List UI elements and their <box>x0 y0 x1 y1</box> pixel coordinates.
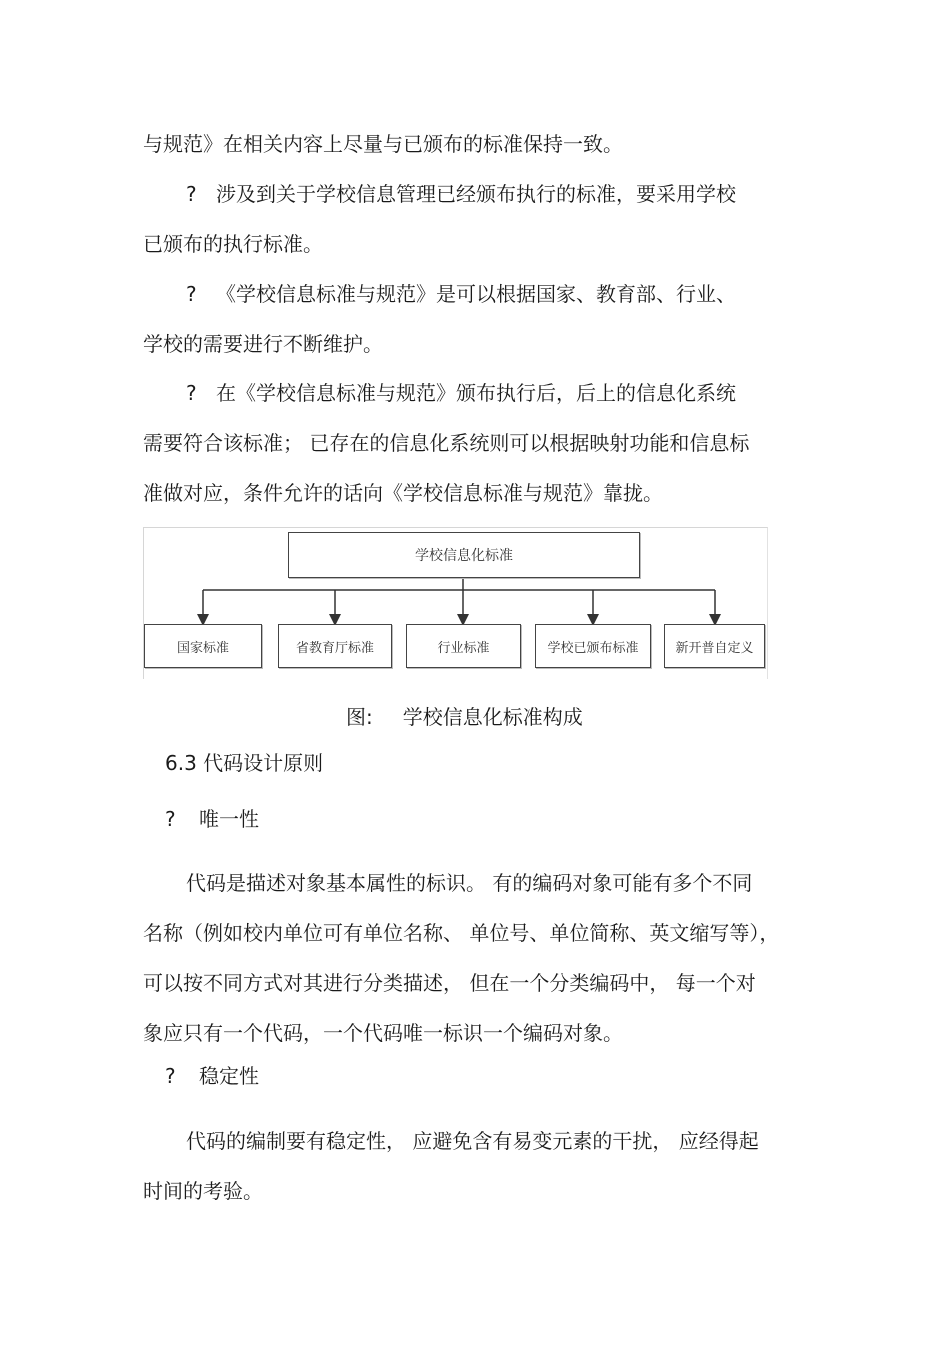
paragraph-line: 准做对应，条件允许的话向《学校信息标准与规范》靠拢。 <box>143 481 663 505</box>
paragraph-line: 代码的编制要有稳定性， 应避免含有易变元素的干扰， 应经得起 <box>186 1129 759 1153</box>
bullet-text: 在《学校信息标准与规范》颁布执行后，后上的信息化系统 <box>216 381 736 405</box>
diagram-child-box: 行业标准 <box>406 624 521 668</box>
paragraph-line: 与规范》在相关内容上尽量与已颁布的标准保持一致。 <box>143 132 623 156</box>
bullet-mark: ? <box>186 381 197 405</box>
paragraph-line: 学校的需要进行不断维护。 <box>143 332 383 356</box>
paragraph-line: 可以按不同方式对其进行分类描述， 但在一个分类编码中， 每一个对 <box>143 971 756 995</box>
bullet-mark: ? <box>186 182 197 206</box>
diagram-child-box: 国家标准 <box>144 624 262 668</box>
bullet-line <box>186 282 736 306</box>
principle-title: 唯一性 <box>199 807 259 831</box>
paragraph-line: 需要符合该标准； 已存在的信息化系统则可以根据映射功能和信息标 <box>143 431 750 455</box>
bullet-text: 《学校信息标准与规范》是可以根据国家、教育部、行业、 <box>216 282 736 306</box>
bullet-text: 涉及到关于学校信息管理已经颁布执行的标准，要采用学校 <box>216 182 736 206</box>
paragraph-line: 代码是描述对象基本属性的标识。 有的编码对象可能有多个不同 <box>186 871 753 895</box>
diagram-root-box: 学校信息化标准 <box>288 532 640 578</box>
section-heading: 6.3 代码设计原则 <box>165 751 324 775</box>
principle-heading <box>165 1064 259 1088</box>
principle-title: 稳定性 <box>199 1064 259 1088</box>
paragraph-line: 象应只有一个代码，一个代码唯一标识一个编码对象。 <box>143 1021 623 1045</box>
paragraph-line: 时间的考验。 <box>143 1179 263 1203</box>
bullet-line <box>186 381 736 405</box>
bullet-mark: ? <box>186 282 197 306</box>
paragraph-line: 名称（例如校内单位可有单位名称、 单位号、单位简称、英文缩写等）， <box>143 921 780 945</box>
paragraph-line: 已颁布的执行标准。 <box>143 232 323 256</box>
principle-heading <box>165 807 259 831</box>
caption-prefix: 图: <box>346 705 373 729</box>
diagram-child-box: 省教育厅标准 <box>278 624 392 668</box>
figure-caption <box>346 705 583 729</box>
diagram-child-box: 新开普自定义 <box>664 624 765 668</box>
caption-text: 学校信息化标准构成 <box>402 705 583 729</box>
bullet-mark: ? <box>165 1064 176 1088</box>
bullet-mark: ? <box>165 807 176 831</box>
standards-diagram <box>143 527 768 679</box>
bullet-line <box>186 182 736 206</box>
diagram-child-box: 学校已颁布标准 <box>535 624 651 668</box>
